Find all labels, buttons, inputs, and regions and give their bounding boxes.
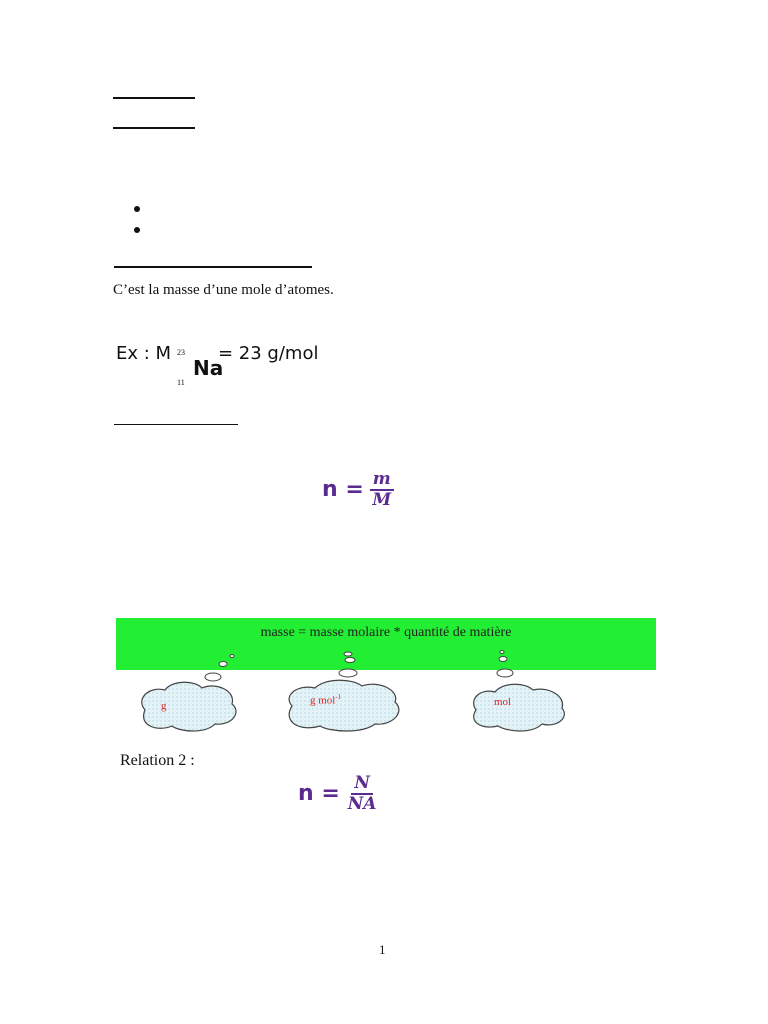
section-underline-relation-1 [114,424,238,425]
formula2-denominator: NA [347,793,377,814]
relation-2-label: Relation 2 : [120,752,195,769]
cloud-mol-icon [474,651,565,732]
heading-underline-2 [113,127,195,129]
page-number: 1 [379,942,386,957]
cloud-label-g: g [161,700,167,712]
section-underline-molar-mass [114,266,312,268]
list-bullet-2 [134,227,140,233]
cloud-g-mol-icon [289,652,399,731]
formula1-denominator: M [372,489,392,510]
example-value: = 23 g/mol [218,343,319,364]
formula1-lhs: n = [322,477,364,503]
definition-text: C’est la masse d’une mole d’atomes. [113,282,334,298]
formula-n-equals-N-over-NA [298,774,379,813]
heading-underline-1 [113,97,195,99]
cloud-g-icon [142,655,236,732]
element-symbol: Na [193,356,224,380]
formula2-numerator: N [351,774,373,795]
example-molar-mass [116,340,356,400]
formula1-numerator: m [370,470,394,491]
cloud-label-g-mol-exponent: -1 [335,693,342,701]
isotope-atomic-number: 11 [177,378,185,387]
example-lead: Ex : M [116,343,172,364]
list-bullet-1 [134,206,140,212]
formula2-fraction [346,774,379,813]
cloud-label-g-mol: g mol$^{-1}$ [310,693,342,707]
formula-n-equals-m-over-M [322,470,394,509]
isotope-mass-number: 23 [177,348,185,357]
unit-clouds [0,640,768,760]
banner-text: masse = masse molaire * quantité de matière [260,625,512,640]
formula2-lhs: n = [298,781,340,807]
formula1-fraction [370,470,394,509]
cloud-label-mol: mol [494,696,512,708]
